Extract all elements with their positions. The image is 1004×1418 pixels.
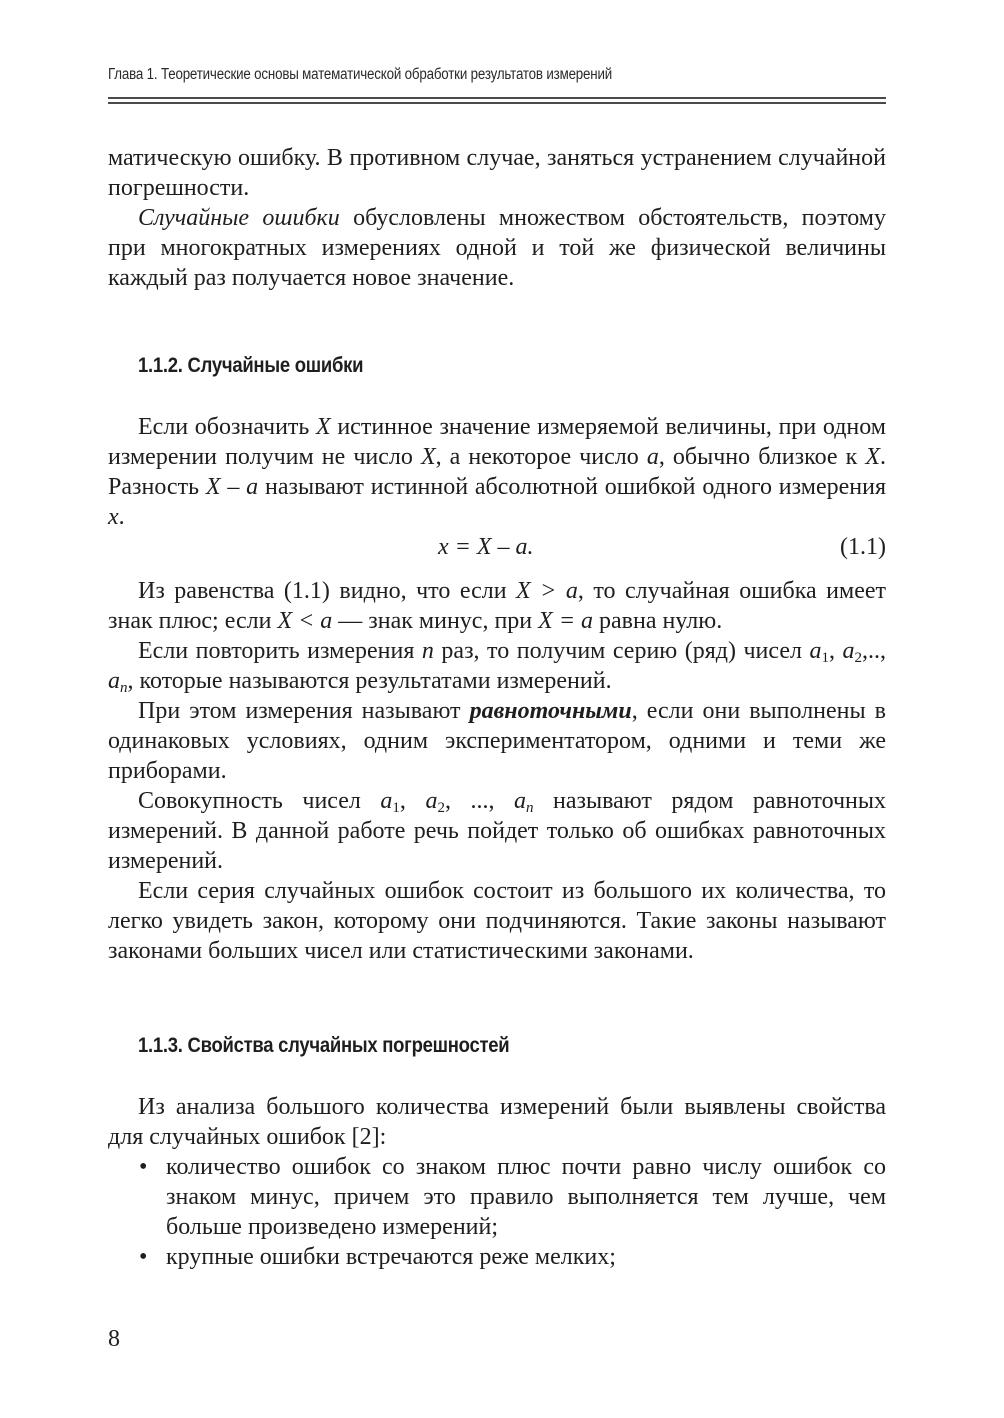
s112-p1-v5: X – a [205,474,259,500]
list-item-text: количество ошибок со знаком плюс почти равно числу ошибок со знаком минус, причем это правило выполняется тем лучше, чем больше произведено измерений; [166,1154,886,1240]
s112-p3-an: a [108,668,120,694]
formula-number: (1.1) [840,534,886,560]
equal-precision-term: равноточными [469,698,632,724]
s112-p3-sub2: 2 [854,650,862,666]
s112-p1-v3: a [646,444,659,470]
list-item [108,1152,886,1242]
properties-list [108,1152,886,1272]
s112-p3-sub1: 1 [821,650,829,666]
bullet-icon: • [139,1154,148,1180]
s112-p2-v2: X < a [277,608,333,634]
s112-paragraph-2 [108,576,886,636]
list-item [108,1242,886,1272]
s112-p5-t2: называют рядом равноточных измерений. В данной работе речь пойдет только об ошибках равноточных измерений. [108,788,887,874]
formula-expression: x = X – a. [438,534,534,560]
s112-p2-t1: Из равенства (1.1) видно, что если [138,578,517,604]
s112-p5-sub1: 1 [392,800,400,816]
list-item-text: крупные ошибки встречаются реже мелких; [166,1244,616,1270]
s112-p1-t7: . [118,504,125,530]
running-header: Глава 1. Теоретические основы математической обработки результатов измерений [108,66,613,83]
s112-p2-t4: равна нулю. [593,608,723,634]
s112-p1-t4: , обычно близкое к [658,444,866,470]
s112-p5-sep1: , [399,788,426,814]
intro-block [108,143,886,293]
s112-p5-a1: a [380,788,393,814]
s112-p3-sep2: ,.., [862,638,886,664]
s112-p5-sub2: 2 [437,800,445,816]
s112-paragraph-6: Если серия случайных ошибок состоит из большого их количества, то легко увидеть закон, которому они подчиняются. Такие законы называют законами больших чисел или статистическими законами. [108,878,886,964]
s112-p2-t2: , то случайная ошибка имеет знак плюс; если [108,578,886,634]
s112-p3-subn: n [120,680,128,696]
s112-p1-v6: x [108,504,119,530]
s112-p1-t3: , а некоторое число [435,444,647,470]
intro-paragraph-2-rest: обусловлены множеством обстоятельств, поэтому при многократных измерениях одной и той же физической величины каждый раз получается новое значение. [108,205,886,291]
s112-p3-v1: n [421,638,434,664]
section-title-1-1-2: 1.1.2. Случайные ошибки [138,354,364,377]
s112-paragraph-1 [108,412,886,532]
s112-p2-v3: X = a [538,608,594,634]
section-1-1-3-body [108,1092,886,1272]
s112-p2-v1: X > a [516,578,578,604]
s112-p1-v2: X [420,444,436,470]
page-number: 8 [108,1326,120,1352]
s112-p5-an: a [513,788,526,814]
s112-paragraph-3 [108,636,886,696]
intro-paragraph-2 [108,203,886,293]
header-rule-bottom [108,102,886,104]
s112-p4-t2: , если они выполнены в одинаковых условиях, одним экспериментатором, одними и теми же приборами. [108,698,887,784]
s112-p4-t1: При этом измерения называют [138,698,470,724]
s112-p3-a2: a [842,638,855,664]
s112-p3-t2: раз, то получим серию (ряд) чисел [433,638,810,664]
s112-p3-sep1: , [828,638,843,664]
s112-p2-t3: — знак минус, при [332,608,539,634]
s112-p1-t2: истинное значение измеряемой величины, при одном измерении получим не число [108,414,886,470]
formula-1-1 [108,532,886,562]
s112-p5-sep2: , ..., [444,788,514,814]
section-title-1-1-3: 1.1.3. Свойства случайных погрешностей [138,1034,510,1057]
s112-p1-v1: X [316,414,331,440]
s112-p3-a1: a [809,638,822,664]
s113-paragraph-1: Из анализа большого количества измерений были выявлены свойства для случайных ошибок [2]: [108,1094,886,1150]
header-rule-top [108,97,886,99]
s112-p5-t1: Совокупность чисел [138,788,381,814]
random-errors-term: Случайные ошибки [138,205,340,231]
intro-paragraph-1: матическую ошибку. В противном случае, заняться устранением случайной погрешности. [108,145,886,201]
s112-paragraph-4 [108,696,886,786]
s112-p1-t5: . Разность [108,444,886,500]
s112-p5-a2: a [425,788,438,814]
s112-p3-t1: Если повторить измерения [138,638,422,664]
section-1-1-2-body [108,412,886,966]
s112-p1-t1: Если обозначить [138,414,317,440]
s112-p3-t3: , которые называются результатами измерений. [127,668,612,694]
s112-paragraph-5 [108,786,886,876]
s112-p1-t6: называют истинной абсолютной ошибкой одного измерения [258,474,886,500]
s112-p5-subn: n [525,800,534,816]
s112-p1-v4: X [865,444,880,470]
bullet-icon: • [139,1244,148,1270]
